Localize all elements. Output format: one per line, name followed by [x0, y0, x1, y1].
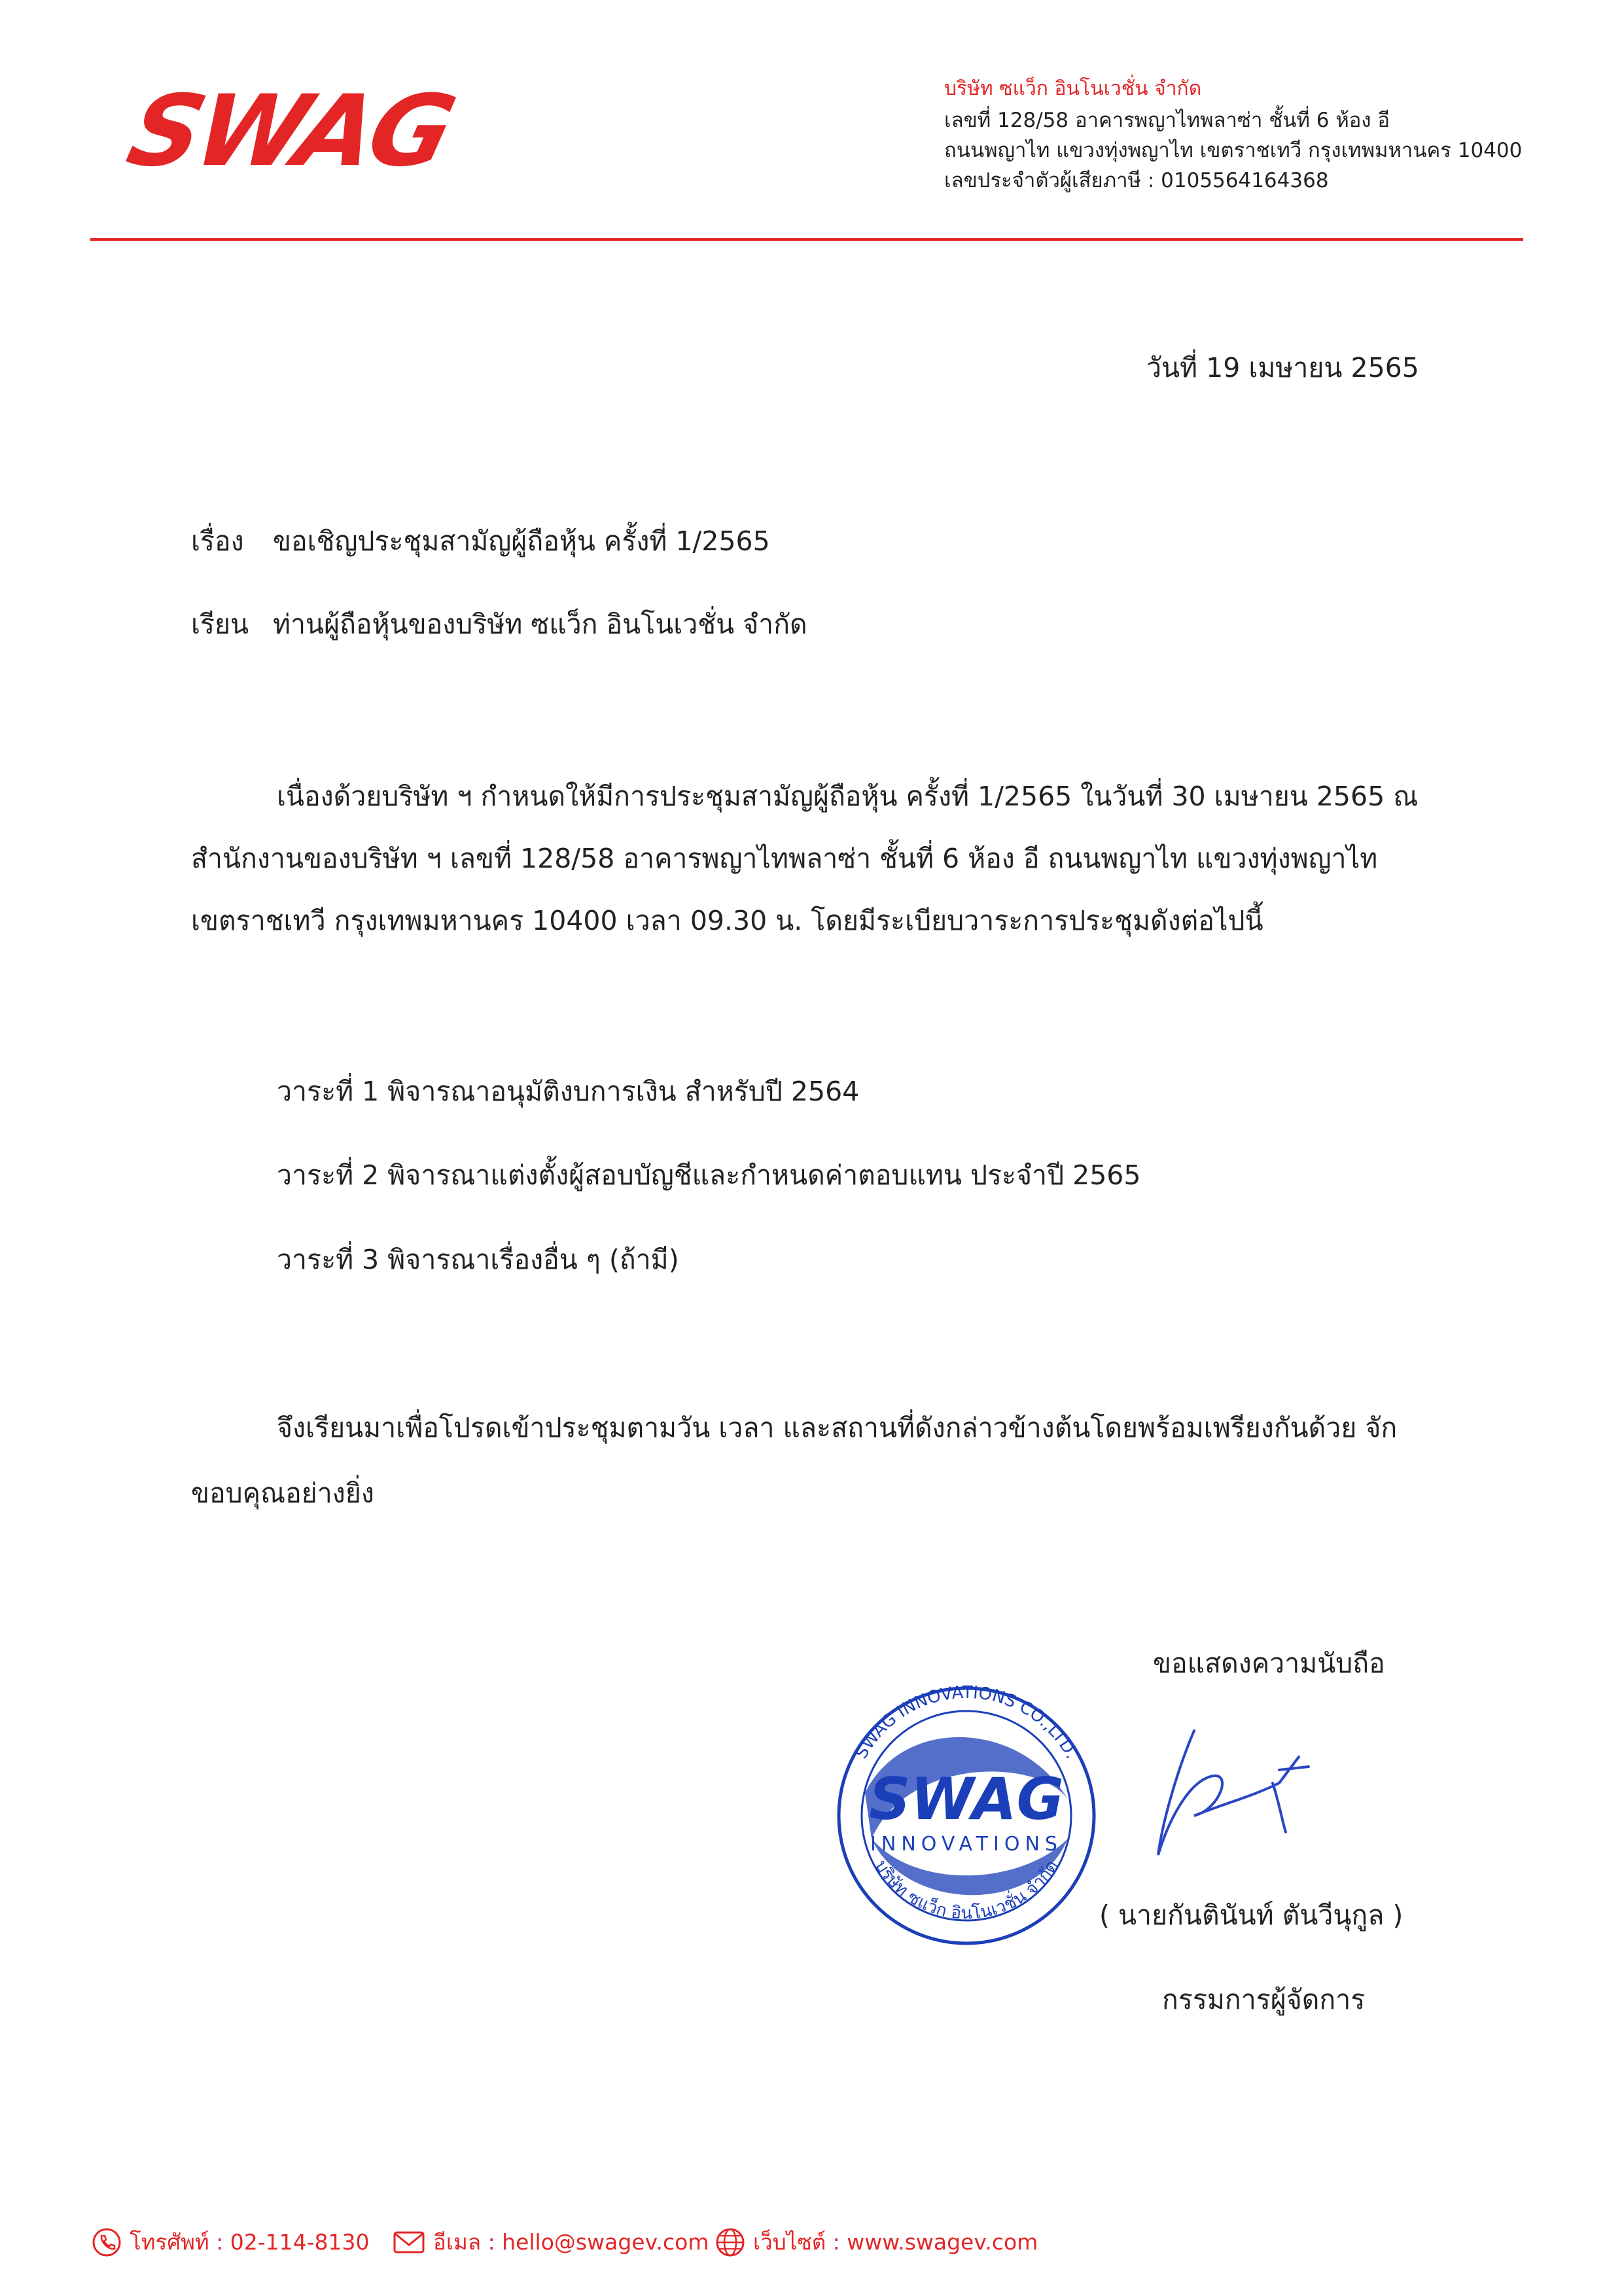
- seal-middle-text: INNOVATIONS: [870, 1833, 1063, 1856]
- subject-line: [191, 520, 770, 563]
- footer-email: [393, 2225, 709, 2259]
- footer-phone: [92, 2225, 370, 2259]
- phone-icon: [92, 2227, 122, 2257]
- body-paragraph-1-line-2: สำนักงานของบริษัท ฯ เลขที่ 128/58 อาคารพญาไทพลาซ่า ชั้นที่ 6 ห้อง อี ถนนพญาไท แขวงทุ่งพญาไท: [191, 843, 1378, 874]
- subject-text: ขอเชิญประชุมสามัญผู้ถือหุ้น ครั้งที่ 1/2565: [273, 525, 770, 557]
- body-paragraph-1-line-3: เขตราชเทวี กรุงเทพมหานคร 10400 เวลา 09.30 น. โดยมีระเบียบวาระการประชุมดังต่อไปนี้: [191, 905, 1263, 936]
- company-address-line-2: ถนนพญาไท แขวงทุ่งพญาไท เขตราชเทวี กรุงเทพมหานคร 10400: [944, 139, 1523, 162]
- logo-text: SWAG: [117, 74, 463, 188]
- signer-title: กรรมการผู้จัดการ: [1162, 1984, 1366, 2015]
- subject-label: เรื่อง: [191, 525, 244, 557]
- company-name: บริษัท ซแว็ก อินโนเวชั่น จำกัด: [944, 77, 1202, 100]
- company-logo: [85, 73, 478, 198]
- body-paragraph-1-line-1: เนื่องด้วยบริษัท ฯ กำหนดให้มีการประชุมสามัญผู้ถือหุ้น ครั้งที่ 1/2565 ในวันที่ 30 เมษายน 2565 ณ: [277, 781, 1419, 812]
- recipient-line: [191, 603, 807, 646]
- footer-email-text: อีเมล : hello@swagev.com: [433, 2229, 709, 2255]
- company-tax-id: เลขประจำตัวผู้เสียภาษี : 0105564164368: [944, 169, 1329, 192]
- header-divider: [90, 238, 1523, 241]
- footer-website-text: เว็บไซต์ : www.swagev.com: [753, 2229, 1038, 2255]
- recipient-label: เรียน: [191, 609, 249, 640]
- globe-icon: [715, 2227, 745, 2257]
- seal-bottom-text: บริษัท ซแว็ก อินโนเวชั่น จำกัด: [870, 1856, 1063, 1924]
- recipient-text: ท่านผู้ถือหุ้นของบริษัท ซแว็ก อินโนเวชั่น จำกัด: [273, 609, 807, 640]
- agenda-item-1: วาระที่ 1 พิจารณาอนุมัติงบการเงิน สำหรับปี 2564: [277, 1076, 860, 1107]
- letter-date: วันที่ 19 เมษายน 2565: [1146, 352, 1419, 383]
- body-paragraph-2-line-1: จึงเรียนมาเพื่อโปรดเข้าประชุมตามวัน เวลา และสถานที่ดังกล่าวข้างต้นโดยพร้อมเพรียงกันด้วย จัก: [277, 1412, 1398, 1443]
- body-paragraph-2-line-2: ขอบคุณอย่างยิ่ง: [191, 1477, 374, 1509]
- agenda-item-3: วาระที่ 3 พิจารณาเรื่องอื่น ๆ (ถ้ามี): [277, 1244, 679, 1275]
- footer-phone-text: โทรศัพท์ : 02-114-8130: [130, 2229, 370, 2255]
- handwritten-signature: [1148, 1718, 1318, 1871]
- mail-icon: [393, 2229, 425, 2255]
- signer-name: ( นายกันตินันท์ ตันวีนุกูล ): [1099, 1899, 1403, 1931]
- company-seal: [826, 1642, 1107, 1983]
- footer-website: [715, 2225, 1038, 2259]
- seal-center-text: SWAG: [869, 1765, 1064, 1833]
- company-address-line-1: เลขที่ 128/58 อาคารพญาไทพลาซ่า ชั้นที่ 6 ห้อง อี: [944, 109, 1390, 132]
- agenda-item-2: วาระที่ 2 พิจารณาแต่งตั้งผู้สอบบัญชีและกำหนดค่าตอบแทน ประจำปี 2565: [277, 1159, 1141, 1191]
- closing-salutation: ขอแสดงความนับถือ: [1153, 1648, 1385, 1679]
- seal-top-text: SWAG INNOVATIONS CO.,LTD.: [851, 1682, 1082, 1763]
